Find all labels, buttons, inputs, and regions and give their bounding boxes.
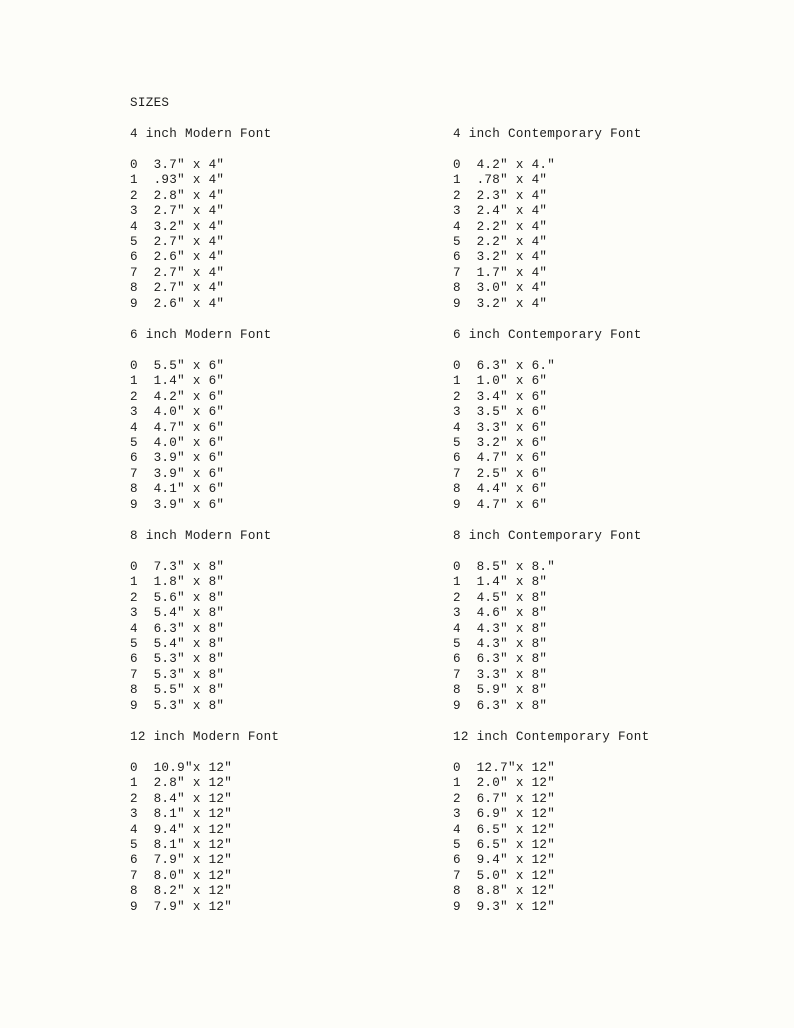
size-block: [130, 328, 460, 529]
size-block: [453, 529, 783, 730]
size-row: 6 6.3" x 8": [453, 652, 548, 667]
size-row: 5 2.2" x 4": [453, 234, 548, 249]
size-row: 5 5.4" x 8": [130, 636, 225, 651]
size-row: 2 3.4" x 6": [453, 389, 548, 404]
size-block-heading: 8 inch Contemporary Font: [453, 529, 642, 543]
size-row: 4 6.5" x 12": [453, 822, 556, 837]
size-row: 3 8.1" x 12": [130, 807, 233, 822]
size-row: 6 3.9" x 6": [130, 451, 225, 466]
size-block: [453, 730, 783, 931]
size-row: 2 2.3" x 4": [453, 188, 548, 203]
size-row: 9 7.9" x 12": [130, 899, 233, 914]
size-block: [130, 529, 460, 730]
size-row: 5 3.2" x 6": [453, 435, 548, 450]
size-row: 2 5.6" x 8": [130, 590, 225, 605]
size-block-heading: 4 inch Modern Font: [130, 127, 272, 141]
size-row: 9 2.6" x 4": [130, 296, 225, 311]
size-row: 9 3.9" x 6": [130, 497, 225, 512]
size-row: 4 9.4" x 12": [130, 822, 233, 837]
size-row: 4 4.3" x 8": [453, 621, 548, 636]
size-row: 1 1.4" x 6": [130, 374, 225, 389]
size-row: 0 12.7"x 12": [453, 761, 556, 775]
size-block-heading: 4 inch Contemporary Font: [453, 127, 642, 141]
size-row: 2 4.5" x 8": [453, 590, 548, 605]
size-row: 8 5.5" x 8": [130, 683, 225, 698]
size-block-heading: 12 inch Modern Font: [130, 730, 280, 744]
size-row: 4 2.2" x 4": [453, 219, 548, 234]
size-row: 7 5.3" x 8": [130, 667, 225, 682]
size-row: 1 2.0" x 12": [453, 776, 556, 791]
size-row: 9 4.7" x 6": [453, 497, 548, 512]
size-block: [453, 328, 783, 529]
size-row: 7 3.3" x 8": [453, 667, 548, 682]
size-row: 7 3.9" x 6": [130, 466, 225, 481]
size-row: 8 4.1" x 6": [130, 482, 225, 497]
size-row: 1 1.8" x 8": [130, 575, 225, 590]
size-row: 8 4.4" x 6": [453, 482, 548, 497]
page-title: SIZES: [130, 96, 170, 110]
size-row: 4 3.2" x 4": [130, 219, 225, 234]
size-row: 3 6.9" x 12": [453, 807, 556, 822]
size-row: 8 8.2" x 12": [130, 884, 233, 899]
size-row: 6 5.3" x 8": [130, 652, 225, 667]
contemporary-font-column: [453, 127, 783, 931]
size-row: 7 2.5" x 6": [453, 466, 548, 481]
size-row: 3 2.4" x 4": [453, 204, 548, 219]
size-row: 7 5.0" x 12": [453, 868, 556, 883]
size-row: 7 2.7" x 4": [130, 265, 225, 280]
size-row: 4 6.3" x 8": [130, 621, 225, 636]
size-row: 1 2.8" x 12": [130, 776, 233, 791]
size-row: 2 2.8" x 4": [130, 188, 225, 203]
size-row: 4 3.3" x 6": [453, 420, 548, 435]
size-row: 0 6.3" x 6.": [453, 359, 556, 373]
size-row: 9 3.2" x 4": [453, 296, 548, 311]
size-row: 2 6.7" x 12": [453, 791, 556, 806]
size-block-heading: 12 inch Contemporary Font: [453, 730, 650, 744]
size-row: 1 .78" x 4": [453, 173, 548, 188]
size-row: 1 1.0" x 6": [453, 374, 548, 389]
modern-font-column: [130, 127, 460, 931]
size-row: 0 10.9"x 12": [130, 761, 233, 775]
size-row: 3 2.7" x 4": [130, 204, 225, 219]
size-row: 7 8.0" x 12": [130, 868, 233, 883]
size-block-heading: 8 inch Modern Font: [130, 529, 272, 543]
size-row: 6 4.7" x 6": [453, 451, 548, 466]
size-row: 5 2.7" x 4": [130, 234, 225, 249]
size-row: 2 8.4" x 12": [130, 791, 233, 806]
size-row: 5 4.0" x 6": [130, 435, 225, 450]
size-row: 6 9.4" x 12": [453, 853, 556, 868]
size-row: 0 7.3" x 8": [130, 560, 225, 574]
size-block-heading: 6 inch Modern Font: [130, 328, 272, 342]
size-row: 6 2.6" x 4": [130, 250, 225, 265]
size-row: 3 4.0" x 6": [130, 405, 225, 420]
size-row: 0 5.5" x 6": [130, 359, 225, 373]
size-row: 1 1.4" x 8": [453, 575, 548, 590]
size-block: [453, 127, 783, 328]
size-row: 3 3.5" x 6": [453, 405, 548, 420]
size-row: 5 6.5" x 12": [453, 837, 556, 852]
size-row: 4 4.7" x 6": [130, 420, 225, 435]
size-row: 8 5.9" x 8": [453, 683, 548, 698]
size-row: 8 2.7" x 4": [130, 281, 225, 296]
size-row: 5 4.3" x 8": [453, 636, 548, 651]
size-block: [130, 730, 460, 931]
size-row: 1 .93" x 4": [130, 173, 225, 188]
size-row: 8 8.8" x 12": [453, 884, 556, 899]
size-row: 9 5.3" x 8": [130, 698, 225, 713]
size-row: 3 4.6" x 8": [453, 606, 548, 621]
size-row: 9 6.3" x 8": [453, 698, 548, 713]
size-row: 0 8.5" x 8.": [453, 560, 556, 574]
size-row: 6 3.2" x 4": [453, 250, 548, 265]
size-row: 8 3.0" x 4": [453, 281, 548, 296]
size-block: [130, 127, 460, 328]
size-row: 0 3.7" x 4": [130, 158, 225, 172]
size-row: 0 4.2" x 4.": [453, 158, 556, 172]
size-block-heading: 6 inch Contemporary Font: [453, 328, 642, 342]
size-row: 7 1.7" x 4": [453, 265, 548, 280]
size-row: 9 9.3" x 12": [453, 899, 556, 914]
size-row: 3 5.4" x 8": [130, 606, 225, 621]
size-row: 5 8.1" x 12": [130, 837, 233, 852]
size-row: 2 4.2" x 6": [130, 389, 225, 404]
size-row: 6 7.9" x 12": [130, 853, 233, 868]
